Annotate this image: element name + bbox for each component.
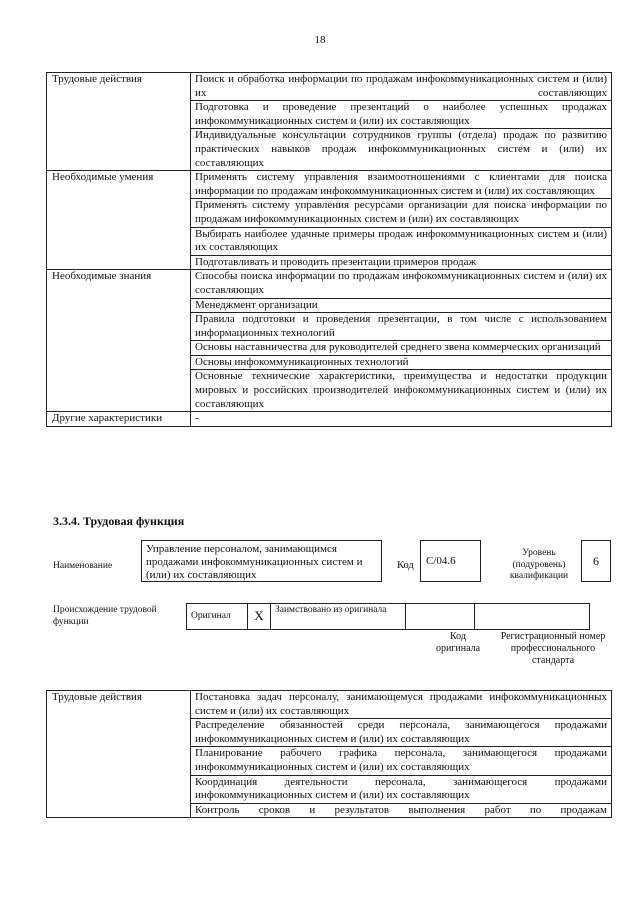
origin-table bbox=[186, 603, 590, 630]
table-cell: Подготавливать и проводить презентации примеров продаж bbox=[191, 255, 612, 270]
row-label-skills: Необходимые умения bbox=[47, 171, 191, 270]
table-cell: Основные технические характеристики, преимущества и недостатки продукции мировых и российских производителей инфокоммуникационных систем и (или) их составляющих bbox=[191, 370, 612, 412]
row-label-labor-actions: Трудовые действия bbox=[47, 73, 191, 171]
labor-actions-table bbox=[46, 690, 612, 818]
table-row bbox=[47, 412, 612, 427]
page-number: 18 bbox=[314, 34, 326, 46]
code-box: C/04.6 bbox=[420, 540, 481, 582]
code-original-cell bbox=[406, 604, 475, 630]
name-label: Наименование bbox=[53, 561, 113, 571]
table-cell: Контроль сроков и результатов выполнения работ по продажам bbox=[191, 803, 612, 818]
table-cell: Основы наставничества для руководителей среднего звена коммерческих организаций bbox=[191, 341, 612, 356]
section-title: 3.3.4. Трудовая функция bbox=[53, 514, 185, 528]
table-cell: Постановка задач персоналу, занимающемуся продажами инфокоммуникационных систем и (или) их составляющих bbox=[191, 691, 612, 719]
table-cell: Применять систему управления ресурсами организации для поиска информации по продажам инфокоммуникационных систем и (или) их составляющих bbox=[191, 199, 612, 227]
level-label: Уровень (подуровень) квалификации bbox=[509, 548, 569, 581]
table-cell: Подготовка и проведение презентаций о наиболее успешных продажах инфокоммуникационных систем и (или) их составляющих bbox=[191, 101, 612, 129]
table-cell: Способы поиска информации по продажам инфокоммуникационных систем и (или) их составляющих bbox=[191, 270, 612, 298]
level-box: 6 bbox=[581, 540, 611, 582]
table-cell: Правила подготовки и проведения презентации, в том числе с использованием информационных технологий bbox=[191, 313, 612, 341]
table-row bbox=[47, 171, 612, 199]
table-cell: Выбирать наиболее удачные примеры продаж инфокоммуникационных систем и (или) их составляющих bbox=[191, 227, 612, 255]
row-label-other: Другие характеристики bbox=[47, 412, 191, 427]
table-cell: Индивидуальные консультации сотрудников группы (отдела) продаж по развитию практических навыков продаж инфокоммуникационных систем и (или) их составляющих bbox=[191, 129, 612, 171]
table-row bbox=[47, 691, 612, 719]
original-label: Оригинал bbox=[187, 604, 248, 630]
table-cell: Основы инфокоммуникационных технологий bbox=[191, 355, 612, 370]
code-label: Код bbox=[397, 560, 414, 571]
code-original-label: Код оригинала bbox=[435, 631, 481, 654]
table-cell: Планирование рабочего графика персонала, занимающегося продажами инфокоммуникационных систем и (или) их составляющих bbox=[191, 747, 612, 775]
function-name-box: Управление персоналом, занимающимся продажами инфокоммуникационных систем и (или) их составляющих bbox=[141, 540, 382, 582]
table-cell: Поиск и обработка информации по продажам инфокоммуникационных систем и (или) их составляющих bbox=[191, 73, 612, 101]
table-cell: Менеджмент организации bbox=[191, 298, 612, 313]
row-label-knowledge: Необходимые знания bbox=[47, 270, 191, 412]
requirements-table bbox=[46, 72, 612, 427]
reg-number-label: Регистрационный номер профессионального стандарта bbox=[500, 631, 606, 666]
table-cell: Применять систему управления взаимоотношениями с клиентами для поиска информации по продажам инфокоммуникационных систем и (или) их составляющих bbox=[191, 171, 612, 199]
reg-number-cell bbox=[475, 604, 590, 630]
origin-label: Происхождение трудовой функции bbox=[53, 605, 157, 627]
table-cell: Распределение обязанностей среди персонала, занимающегося продажами инфокоммуникационных систем и (или) их составляющих bbox=[191, 719, 612, 747]
row-label-labor-actions: Трудовые действия bbox=[47, 691, 191, 818]
table-cell: - bbox=[191, 412, 612, 427]
table-cell: Координация деятельности персонала, занимающегося продажами инфокоммуникационных систем и (или) их составляющих bbox=[191, 775, 612, 803]
original-mark: X bbox=[248, 604, 271, 630]
borrowed-label: Заимствовано из оригинала bbox=[271, 604, 406, 630]
table-row bbox=[47, 73, 612, 101]
table-row bbox=[47, 270, 612, 298]
